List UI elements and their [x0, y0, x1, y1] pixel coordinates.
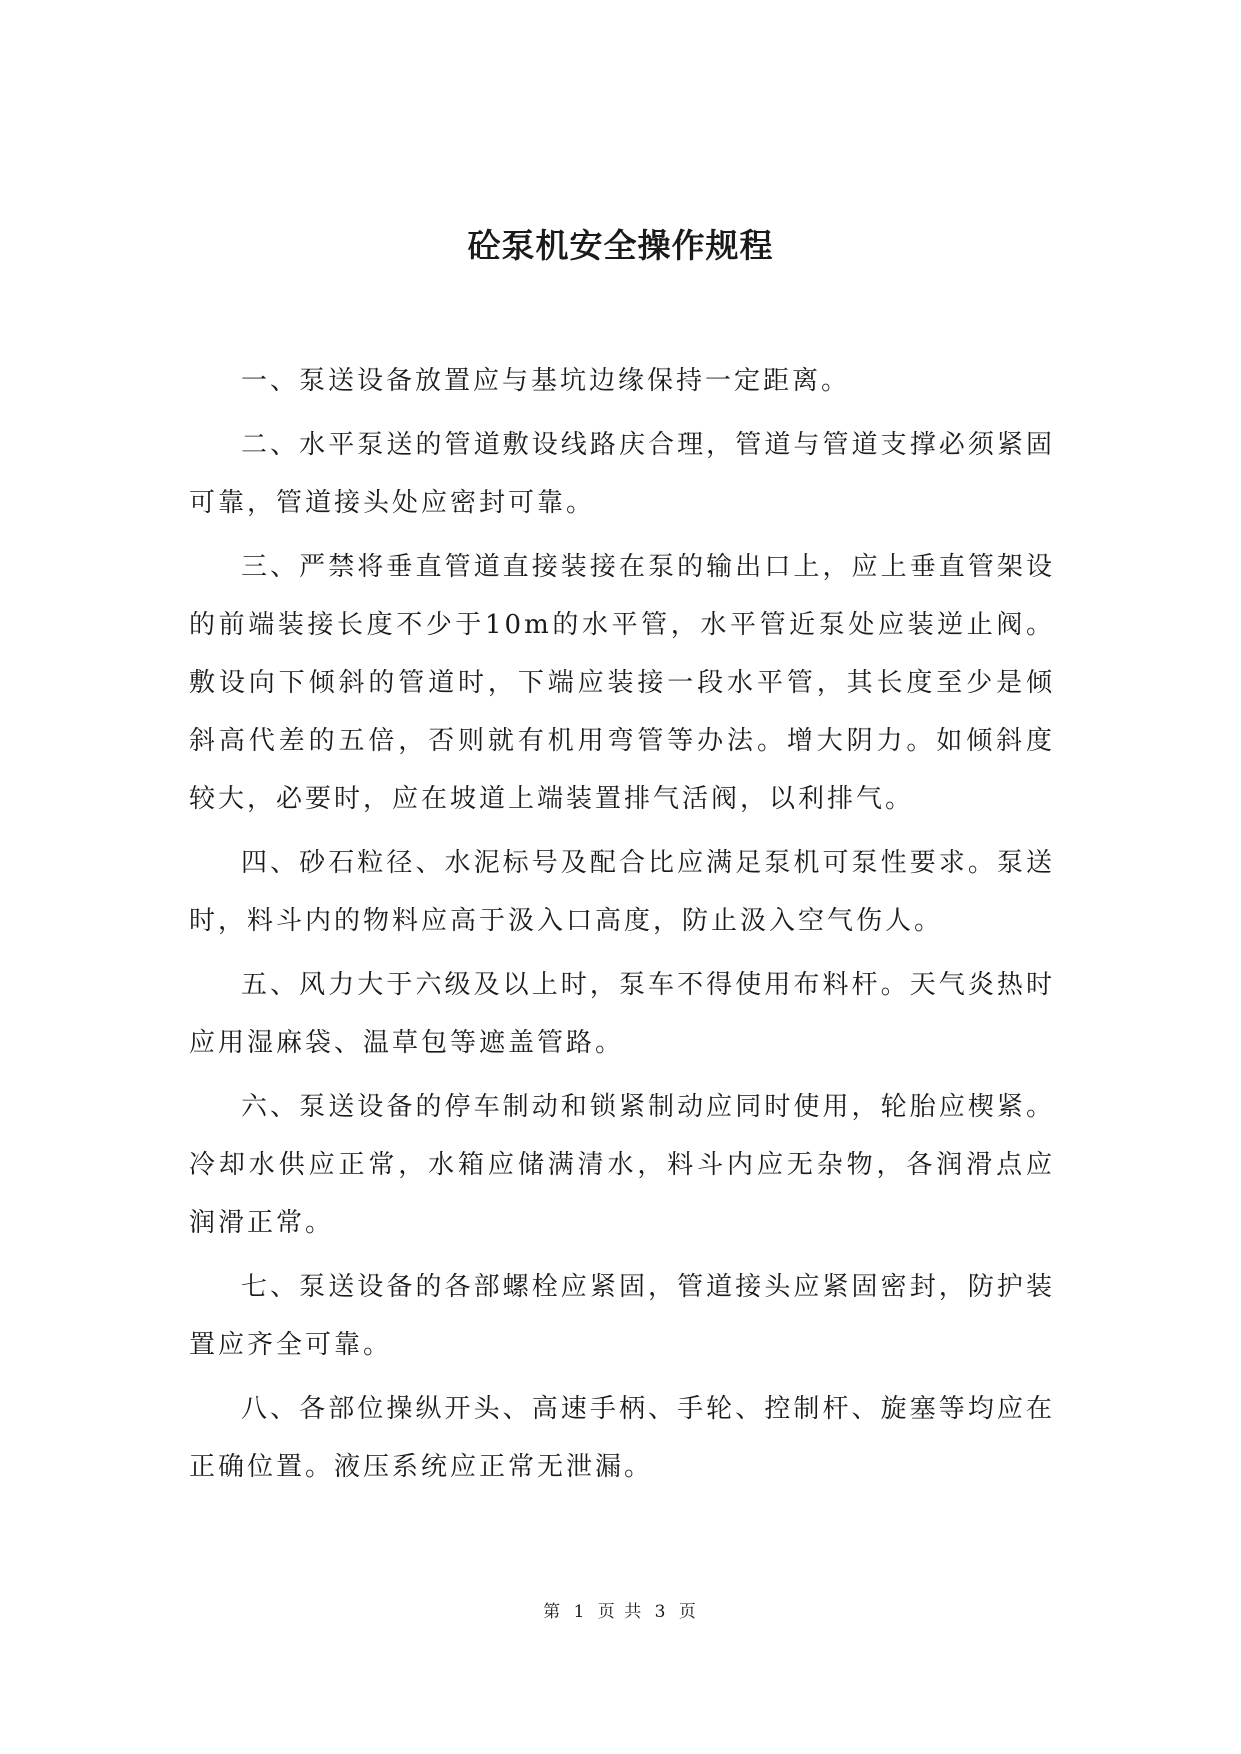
footer-middle: 页 共: [597, 1602, 644, 1622]
paragraph-1: 一、泵送设备放置应与基坑边缘保持一定距离。: [241, 366, 851, 396]
footer-total-pages: 3: [654, 1602, 668, 1622]
footer-prefix: 第: [543, 1602, 563, 1622]
paragraph-5: 五、风力大于六级及以上时，泵车不得使用布料杆。天气炎热时应用湿麻袋、温草包等遮盖管路。: [189, 970, 1055, 1058]
paragraph-6: 六、泵送设备的停车制动和锁紧制动应同时使用，轮胎应楔紧。冷却水供应正常，水箱应储满清水，料斗内应无杂物，各润滑点应润滑正常。: [189, 1092, 1055, 1238]
paragraph-4: 四、砂石粒径、水泥标号及配合比应满足泵机可泵性要求。泵送时，料斗内的物料应高于汲入口高度，防止汲入空气伤人。: [189, 848, 1055, 936]
paragraph-3: 三、严禁将垂直管道直接装接在泵的输出口上，应上垂直管架设的前端装接长度不少于10m的水平管，水平管近泵处应装逆止阀。敷设向下倾斜的管道时，下端应装接一段水平管，其长度至少是倾斜高代差的五倍，否则就有机用弯管等办法。增大阴力。如倾斜度较大，必要时，应在坡道上端装置排气活阀，以利排气。: [189, 552, 1055, 814]
paragraph-8: 八、各部位操纵开头、高速手柄、手轮、控制杆、旋塞等均应在正确位置。液压系统应正常无泄漏。: [189, 1394, 1055, 1482]
page-footer: [0, 1600, 1241, 1624]
paragraph-7: 七、泵送设备的各部螺栓应紧固，管道接头应紧固密封，防护装置应齐全可靠。: [189, 1272, 1055, 1360]
paragraph-2: 二、水平泵送的管道敷设线路庆合理，管道与管道支撑必须紧固可靠，管道接头处应密封可靠。: [189, 430, 1055, 518]
footer-current-page: 1: [573, 1602, 587, 1622]
footer-suffix: 页: [678, 1602, 698, 1622]
document-title: 砼泵机安全操作规程: [467, 226, 774, 265]
document-body: [189, 352, 1055, 1502]
